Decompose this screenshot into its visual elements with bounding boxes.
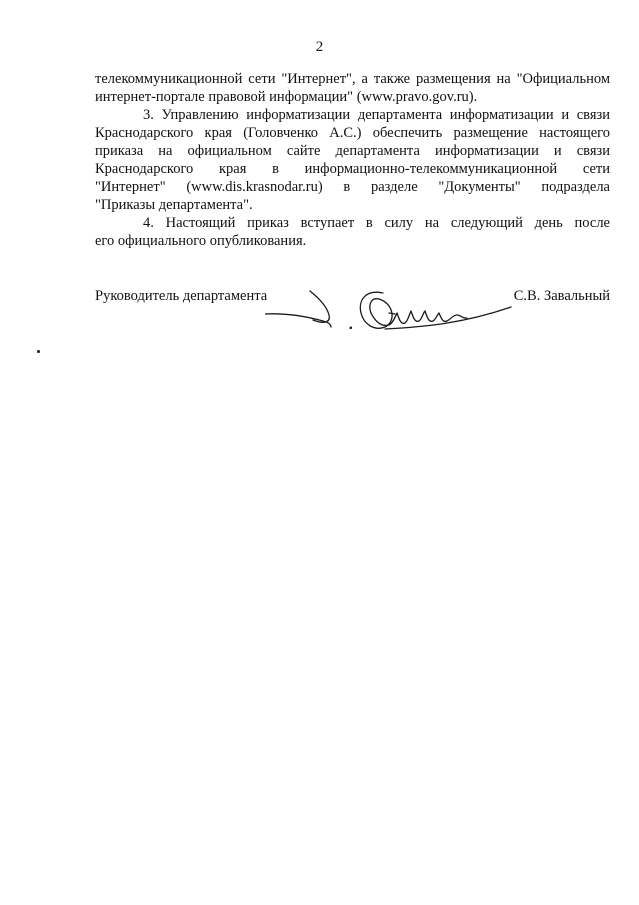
handwritten-signature [265,283,515,349]
page-number: 2 [315,39,324,55]
signature-block [95,287,610,357]
paragraph-line: Краснодарского края в информационно-телекоммуникационной сети [95,161,610,177]
paragraph-line: интернет-портале правовой информации" (www.pravo.gov.ru). [95,89,478,105]
paragraph-line: приказа на официальном сайте департамента информатизации и связи [95,143,610,159]
signatory-title: Руководитель департамента [95,288,268,304]
paragraph-line: 3. Управлению информатизации департамента информатизации и связи [143,107,610,123]
document-body [95,70,610,250]
scan-speck [37,350,40,353]
signatory-name: С.В. Завальный [513,288,610,304]
paragraph-line: "Приказы департамента". [95,197,253,213]
paragraph-line: телекоммуникационной сети "Интернет", а также размещения на "Официальном [95,71,610,87]
paragraph-line: 4. Настоящий приказ вступает в силу на следующий день после [143,215,610,231]
paragraph-line: "Интернет" (www.dis.krasnodar.ru) в разделе "Документы" подраздела [95,179,610,195]
paragraph-line: Краснодарского края (Головченко А.С.) обеспечить размещение настоящего [95,125,610,141]
paragraph-line: его официального опубликования. [95,233,307,249]
